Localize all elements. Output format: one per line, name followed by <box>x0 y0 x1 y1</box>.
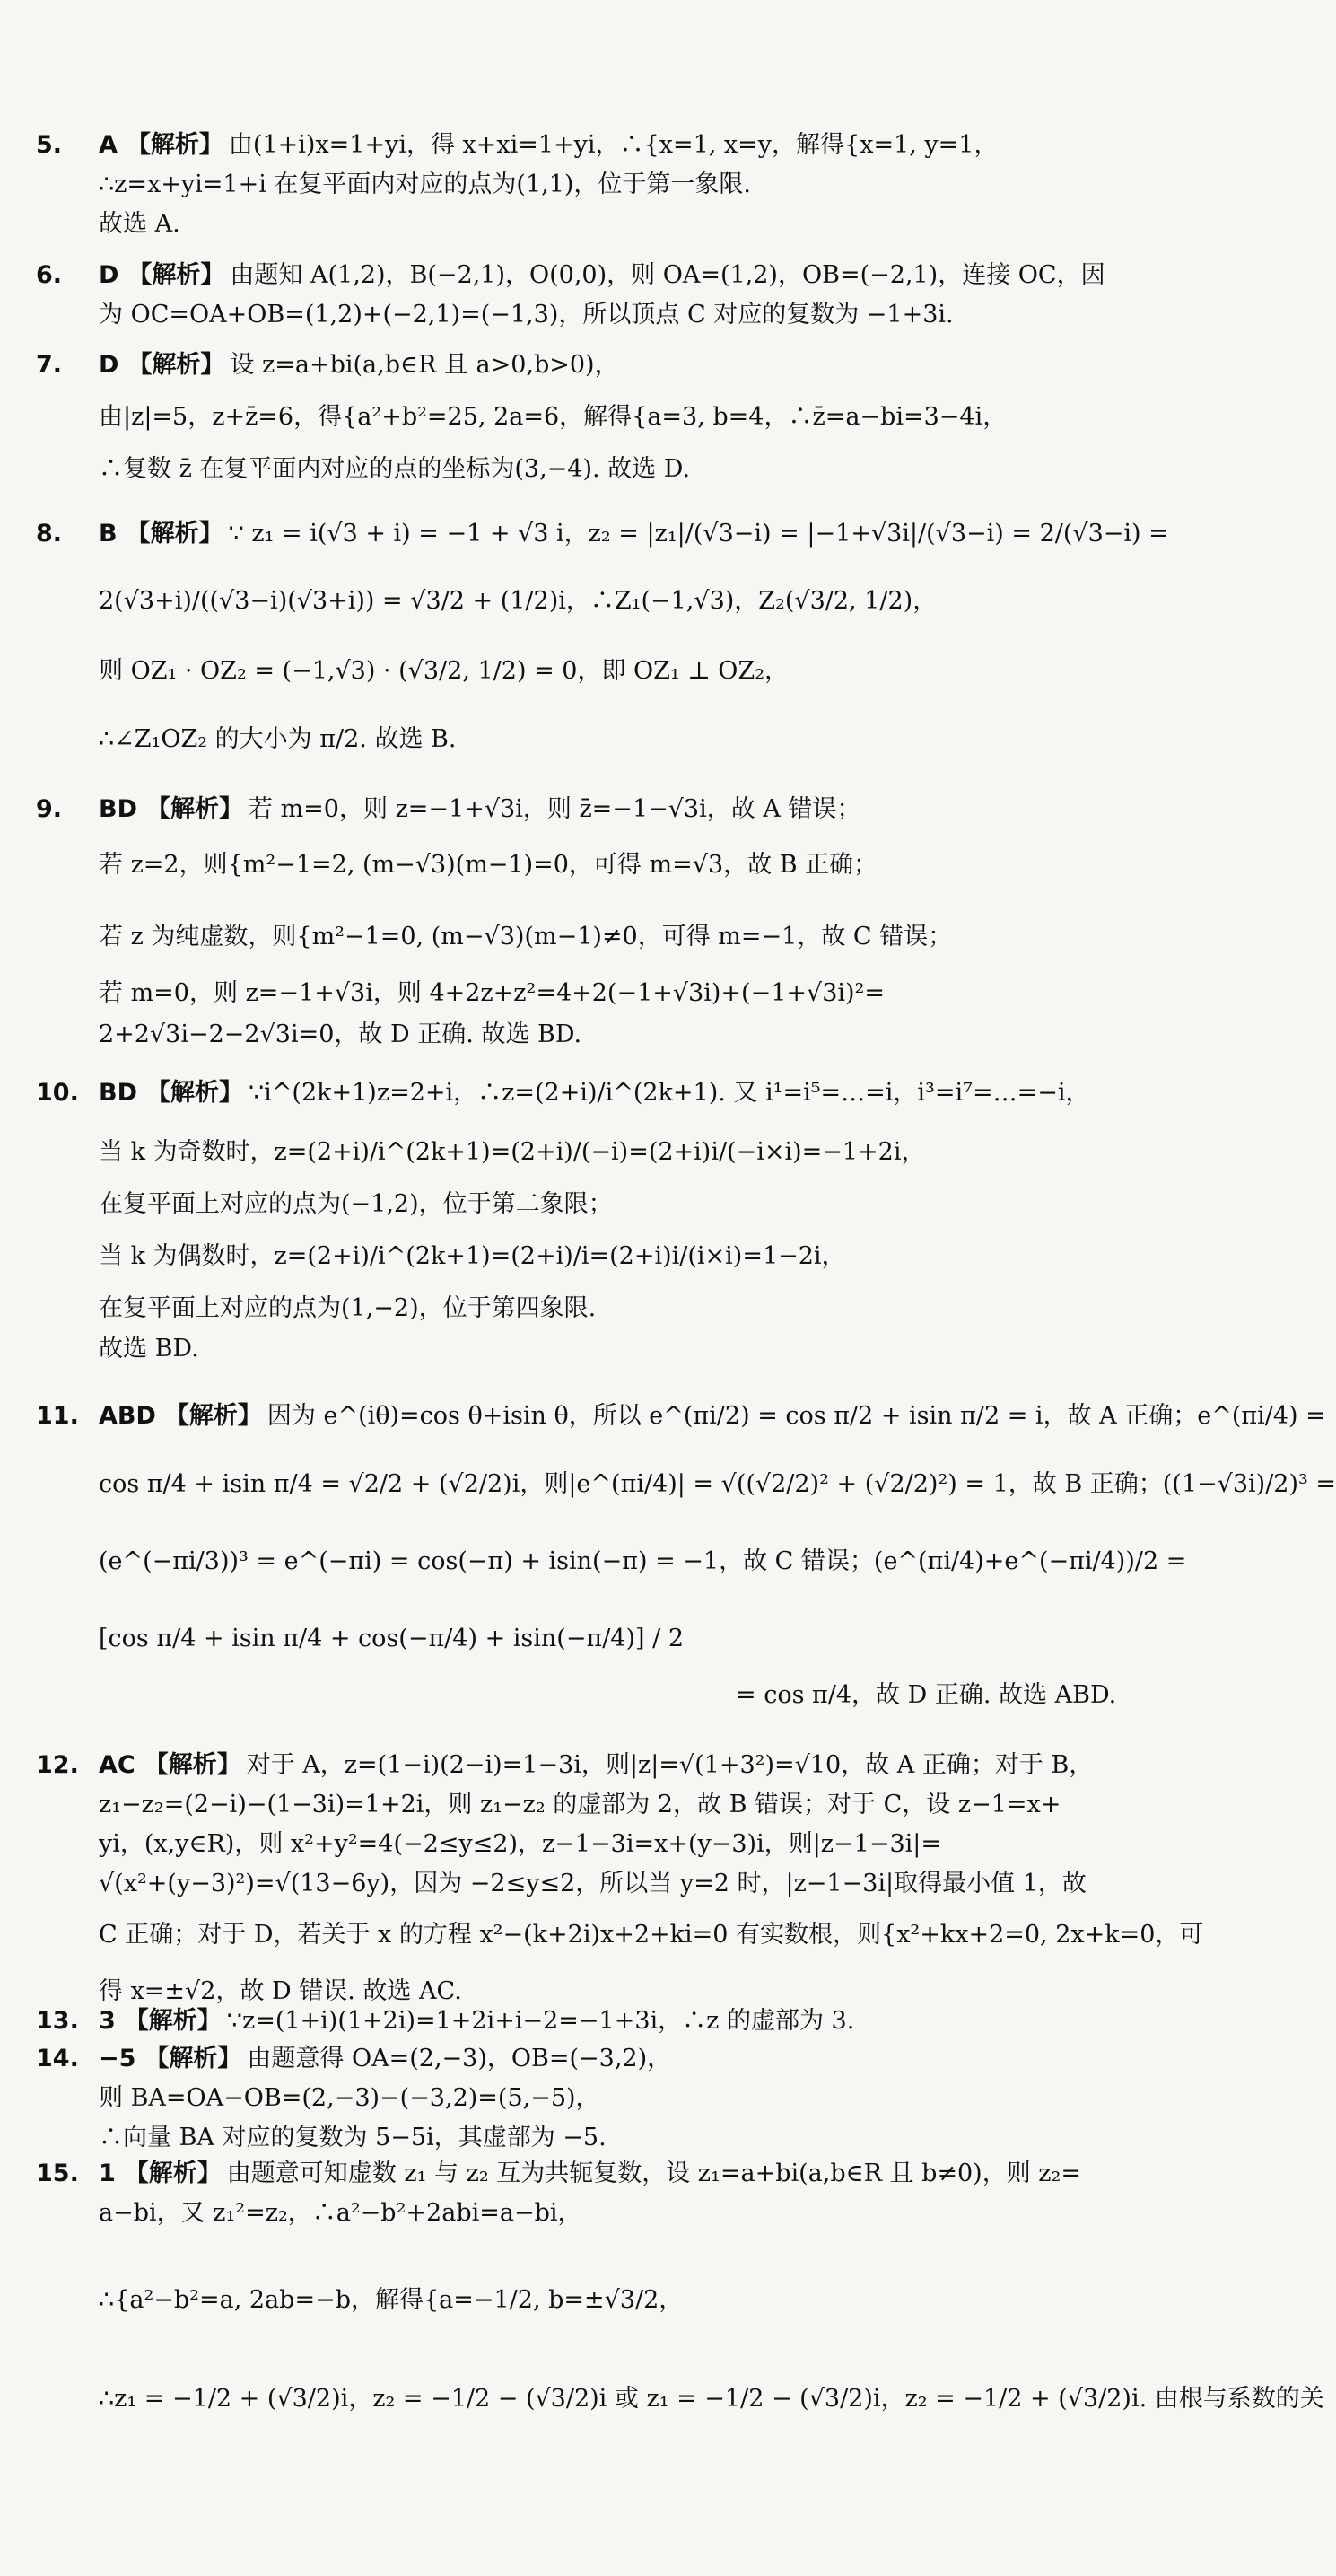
solution-line: 对于 A，z=(1−i)(2−i)=1−3i，则|z|=√(1+3²)=√10，故 A 正确；对于 B， <box>246 1751 1094 1779</box>
solution-line: 故选 BD. <box>99 1335 199 1362</box>
solution-line: ∴{a²−b²=a, 2ab=−b，解得{a=−1/2, b=±√3/2， <box>99 2286 684 2314</box>
problem-7 <box>36 346 1175 489</box>
solution-line: 若 z=2，则{m²−1=2, (m−√3)(m−1)=0，可得 m=√3，故 B 正确； <box>99 851 878 879</box>
problem-number: 6. <box>36 261 63 289</box>
solution-line: C 正确；对于 D，若关于 x 的方程 x²−(k+2i)x+2+ki=0 有实数根，则{x²+kx+2=0, 2x+k=0，可 <box>99 1921 1204 1949</box>
solution-line: 由题意得 OA=(2,−3)，OB=(−3,2)， <box>247 2045 672 2072</box>
answer-letter: D <box>99 261 119 289</box>
solution-line: 若 z 为纯虚数，则{m²−1=0, (m−√3)(m−1)≠0，可得 m=−1，故 C 错误； <box>99 923 953 951</box>
solution-line: 则 BA=OA−OB=(2,−3)−(−3,2)=(5,−5)， <box>99 2084 600 2112</box>
solution-line: ∵i^(2k+1)z=2+i，∴z=(2+i)/i^(2k+1). 又 i¹=i⁵=…=i，i³=i⁷=…=−i， <box>249 1079 1090 1107</box>
problem-12 <box>36 1746 1204 2017</box>
solution-line: ∵z=(1+i)(1+2i)=1+2i+i−2=−1+3i，∴z 的虚部为 3. <box>226 2007 855 2035</box>
solution-line: 由(1+i)x=1+yi，得 x+xi=1+yi，∴{x=1, x=y，解得{x=1, y=1， <box>228 131 999 159</box>
solution-line: 由|z|=5，z+z̄=6，得{a²+b²=25, 2a=6，解得{a=3, b=4，∴z̄=a−bi=3−4i， <box>99 403 1008 431</box>
solution-line: 当 k 为偶数时，z=(2+i)/i^(2k+1)=(2+i)/i=(2+i)i/(i×i)=1−2i， <box>99 1242 846 1270</box>
answer-letter: ABD <box>99 1402 156 1430</box>
solution-line: ∴∠Z₁OZ₂ 的大小为 π/2. 故选 B. <box>99 725 457 753</box>
solution-line: 由题意可知虚数 z₁ 与 z₂ 互为共轭复数，设 z₁=a+bi(a,b∈R 且 b≠0)，则 z₂= <box>226 2160 1081 2187</box>
solution-line: 在复平面上对应的点为(−1,2)，位于第二象限； <box>99 1190 613 1218</box>
solution-line: 若 m=0，则 z=−1+√3i，则 z̄=−1−√3i，故 A 错误； <box>249 795 861 823</box>
solution-line: cos π/4 + isin π/4 = √2/2 + (√2/2)i，则|e^(πi/4)| = √((√2/2)² + (√2/2)²) = 1，故 B 正确；((1−√3i)/2)³ = <box>99 1470 1336 1498</box>
problem-number: 15. <box>36 2160 79 2187</box>
answer-letter: B <box>99 520 118 548</box>
problem-5 <box>36 126 1175 244</box>
analysis-tag: 【解析】 <box>144 2045 242 2072</box>
problem-number: 5. <box>36 131 63 159</box>
problem-14 <box>36 2039 1175 2158</box>
solution-line: (e^(−πi/3))³ = e^(−πi) = cos(−π) + isin(−π) = −1，故 C 错误；(e^(πi/4)+e^(−πi/4))/2 = <box>99 1547 1187 1575</box>
problem-6 <box>36 256 1175 335</box>
solution-line: 因为 e^(iθ)=cos θ+isin θ，所以 e^(πi/2) = cos π/2 + isin π/2 = i，故 A 正确；e^(πi/4) = <box>266 1402 1326 1430</box>
solution-line: [cos π/4 + isin π/4 + cos(−π/4) + isin(−π/4)] / 2 <box>99 1625 684 1652</box>
solution-line: ∴复数 z̄ 在复平面内对应的点的坐标为(3,−4). 故选 D. <box>99 455 691 483</box>
solution-line: ∵ z₁ = i(√3 + i) = −1 + √3 i，z₂ = |z₁|/(√3−i) = |−1+√3i|/(√3−i) = 2/(√3−i) = <box>228 520 1169 548</box>
solution-line: 在复平面上对应的点为(1,−2)，位于第四象限. <box>99 1294 597 1322</box>
solution-line: 2(√3+i)/((√3−i)(√3+i)) = √3/2 + (1/2)i，∴Z₁(−1,√3)，Z₂(√3/2, 1/2)， <box>99 587 938 615</box>
answer-letter: BD <box>99 1079 137 1107</box>
solution-line: 设 z=a+bi(a,b∈R 且 a>0,b>0)， <box>230 351 619 379</box>
analysis-tag: 【解析】 <box>126 520 223 548</box>
solution-line: 得 x=±√2，故 D 错误. 故选 AC. <box>99 1977 462 2005</box>
analysis-tag: 【解析】 <box>144 1751 241 1779</box>
analysis-tag: 【解析】 <box>164 1402 262 1430</box>
solution-line: a−bi，又 z₁²=z₂，∴a²−b²+2abi=a−bi， <box>99 2199 582 2227</box>
problem-number: 10. <box>36 1079 79 1107</box>
problem-11 <box>36 1387 1336 1713</box>
answer-letter: BD <box>99 795 137 823</box>
problem-number: 13. <box>36 2007 79 2035</box>
answer-letter: −5 <box>99 2045 136 2072</box>
solution-line: 为 OC=OA+OB=(1,2)+(−2,1)=(−1,3)，所以顶点 C 对应的复数为 −1+3i. <box>99 301 954 329</box>
solution-line: ∴z₁ = −1/2 + (√3/2)i，z₂ = −1/2 − (√3/2)i 或 z₁ = −1/2 − (√3/2)i，z₂ = −1/2 + (√3/2)i. 由根与系数的关 <box>99 2385 1324 2413</box>
problem-number: 12. <box>36 1751 79 1779</box>
problem-number: 8. <box>36 520 63 548</box>
problem-9 <box>36 790 1175 1056</box>
problem-10 <box>36 1064 1175 1367</box>
solution-line: = cos π/4，故 D 正确. 故选 ABD. <box>736 1681 1117 1709</box>
problem-13 <box>36 2002 1175 2041</box>
solution-line: ∴z=x+yi=1+i 在复平面内对应的点为(1,1)，位于第一象限. <box>99 171 751 198</box>
solution-line: yi，(x,y∈R)，则 x²+y²=4(−2≤y≤2)，z−1−3i=x+(y−3)i，则|z−1−3i|= <box>99 1830 941 1858</box>
problem-8 <box>36 503 1175 774</box>
problem-number: 14. <box>36 2045 79 2072</box>
answer-letter: D <box>99 351 119 379</box>
solution-line: 则 OZ₁ · OZ₂ = (−1,√3) · (√3/2, 1/2) = 0，即 OZ₁ ⊥ OZ₂， <box>99 657 790 685</box>
answer-letter: 3 <box>99 2007 116 2035</box>
solution-line: 由题知 A(1,2)，B(−2,1)，O(0,0)，则 OA=(1,2)，OB=(−2,1)，连接 OC，因 <box>230 261 1105 289</box>
problem-number: 9. <box>36 795 63 823</box>
problem-15 <box>36 2154 1324 2431</box>
analysis-tag: 【解析】 <box>146 1079 243 1107</box>
answer-letter: 1 <box>99 2160 116 2187</box>
answer-letter: AC <box>99 1751 135 1779</box>
answer-letter: A <box>99 131 118 159</box>
problem-number: 7. <box>36 351 63 379</box>
analysis-tag: 【解析】 <box>127 351 225 379</box>
problem-number: 11. <box>36 1402 79 1430</box>
solution-line: √(x²+(y−3)²)=√(13−6y)，因为 −2≤y≤2，所以当 y=2 时，|z−1−3i|取得最小值 1，故 <box>99 1870 1087 1897</box>
analysis-tag: 【解析】 <box>124 2160 222 2187</box>
solution-line: z₁−z₂=(2−i)−(1−3i)=1+2i，则 z₁−z₂ 的虚部为 2，故 B 错误；对于 C，设 z−1=x+ <box>99 1791 1061 1818</box>
solution-line: ∴向量 BA 对应的复数为 5−5i，其虚部为 −5. <box>99 2124 607 2151</box>
solution-line: 故选 A. <box>99 210 180 238</box>
solution-line: 若 m=0，则 z=−1+√3i，则 4+2z+z²=4+2(−1+√3i)+(−1+√3i)²= <box>99 979 886 1007</box>
analysis-tag: 【解析】 <box>124 2007 222 2035</box>
analysis-tag: 【解析】 <box>127 261 225 289</box>
analysis-tag: 【解析】 <box>146 795 243 823</box>
analysis-tag: 【解析】 <box>126 131 223 159</box>
solution-line: 2+2√3i−2−2√3i=0，故 D 正确. 故选 BD. <box>99 1021 582 1048</box>
solution-line: 当 k 为奇数时，z=(2+i)/i^(2k+1)=(2+i)/(−i)=(2+i)i/(−i×i)=−1+2i， <box>99 1138 926 1166</box>
